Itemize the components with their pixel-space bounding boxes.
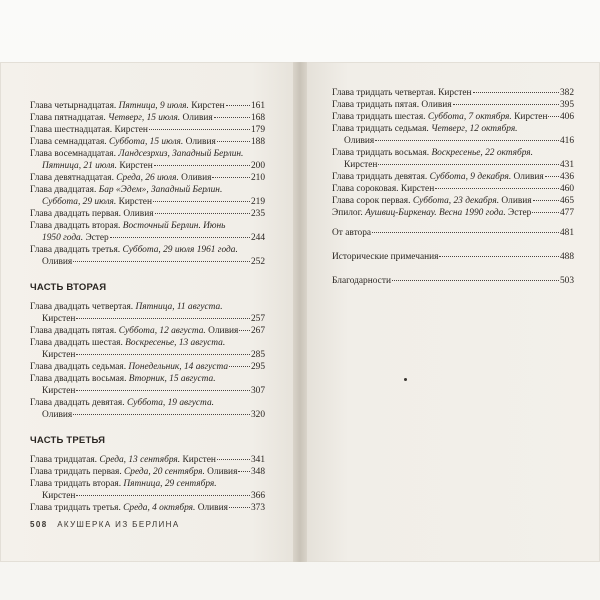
dot-leader [217, 459, 250, 460]
toc-chapters [332, 87, 574, 219]
toc-line [30, 466, 265, 478]
entry-text [332, 275, 391, 287]
entry-date: Пятница, 29 сентября. [123, 479, 217, 489]
toc-line [332, 207, 574, 219]
toc-entry [30, 172, 265, 184]
part-heading: ЧАСТЬ ВТОРАЯ [30, 282, 107, 293]
page-ref: 431 [559, 160, 574, 170]
entry-title: От автора [332, 228, 372, 238]
toc-line [30, 325, 265, 337]
toc-entry [30, 325, 265, 337]
toc-entry [30, 244, 265, 268]
entry-date: Пятница, 21 июля. [42, 161, 117, 171]
dot-leader [229, 507, 250, 508]
entry-text [332, 87, 472, 99]
toc-line [332, 123, 574, 135]
page-ref: 200 [250, 161, 265, 171]
dot-leader [73, 261, 250, 262]
toc-entry [332, 111, 574, 123]
toc-entry [30, 454, 265, 466]
dot-leader [76, 390, 250, 391]
page-ref: 179 [250, 125, 265, 135]
entry-date: Четверг, 15 июля. [108, 113, 181, 123]
dot-leader [217, 141, 250, 142]
toc-entry [30, 124, 265, 136]
toc-entry [30, 466, 265, 478]
entry-text [332, 183, 434, 195]
page-ref: 168 [250, 113, 265, 123]
entry-text [30, 502, 228, 514]
toc-line [332, 147, 574, 159]
entry-narrator: Кирстен [116, 197, 152, 207]
entry-date: Среда, 13 сентября. [99, 455, 181, 465]
dot-leader [453, 104, 559, 105]
entry-text [30, 361, 228, 373]
toc-entry [332, 275, 574, 287]
entry-title: Глава тридцать девятая. [332, 172, 430, 182]
entry-text [30, 325, 238, 337]
entry-text [42, 196, 152, 208]
toc-line [30, 124, 265, 136]
entry-text [30, 454, 216, 466]
toc-line [30, 232, 265, 244]
entry-narrator: Оливия [511, 172, 544, 182]
toc-part-three [30, 454, 265, 514]
toc-line [30, 502, 265, 514]
entry-text [332, 111, 547, 123]
toc-line [332, 183, 574, 195]
entry-text [42, 256, 72, 268]
entry-title: Кирстен [42, 350, 76, 360]
toc-entry [30, 112, 265, 124]
entry-title: Кирстен [42, 386, 76, 396]
toc-entry [30, 301, 265, 325]
entry-title: Глава двадцать третья. [30, 245, 123, 255]
toc-line [30, 409, 265, 421]
dot-leader [212, 177, 250, 178]
dot-leader [532, 212, 559, 213]
entry-text [30, 220, 225, 232]
entry-narrator: Оливия [180, 113, 213, 123]
entry-text [332, 195, 532, 207]
entry-title: Кирстен [42, 491, 76, 501]
entry-date: Суббота, 15 июля. [109, 137, 184, 147]
print-speck [404, 378, 407, 381]
entry-title: Оливия [42, 410, 73, 420]
entry-title: Глава тридцать четвертая. Кирстен [332, 88, 472, 98]
dot-leader [73, 414, 250, 415]
dot-leader [226, 105, 250, 106]
toc-entry [332, 147, 574, 171]
entry-text [30, 478, 217, 490]
entry-date: Воскресенье, 13 августа. [125, 338, 226, 348]
entry-text [42, 490, 75, 502]
dot-leader [545, 176, 559, 177]
entry-text [30, 466, 237, 478]
entry-text [30, 301, 223, 313]
toc-entry [30, 100, 265, 112]
entry-text [30, 100, 225, 112]
dot-leader [238, 471, 250, 472]
entry-title: Глава тридцать восьмая. [332, 148, 432, 158]
entry-date: Бар «Эдем», Западный Берлин. [98, 185, 223, 195]
page-ref: 295 [250, 362, 265, 372]
entry-narrator: Кирстен [117, 161, 153, 171]
entry-text [42, 349, 75, 361]
entry-title: Глава двадцатая. [30, 185, 99, 195]
entry-text [344, 159, 377, 171]
entry-narrator: Кирстен [188, 101, 225, 111]
dot-leader [153, 201, 250, 202]
entry-title: Глава тридцать третья. [30, 503, 124, 513]
page-ref: 219 [250, 197, 265, 207]
entry-date: Пятница, 11 августа. [135, 302, 223, 312]
entry-title: Глава девятнадцатая. [30, 173, 117, 183]
toc-line [30, 256, 265, 268]
page-ref: 235 [250, 209, 265, 219]
page-ref: 307 [250, 386, 265, 396]
page-ref: 161 [250, 101, 265, 111]
toc-entry [332, 195, 574, 207]
entry-date: Суббота, 19 августа. [126, 398, 214, 408]
toc-line [30, 160, 265, 172]
entry-date: Понедельник, 14 августа [128, 362, 229, 372]
entry-title: Кирстен [344, 160, 378, 170]
toc-line [332, 227, 574, 239]
entry-text [42, 385, 75, 397]
entry-title: Глава тридцать седьмая. [332, 124, 432, 134]
page-ref: 366 [250, 491, 265, 501]
entry-text [30, 244, 238, 256]
toc-entry [30, 220, 265, 244]
entry-date: Среда, 4 октября. [123, 503, 196, 513]
toc-entry [30, 478, 265, 502]
entry-title: Глава двадцать восьмая. [30, 374, 129, 384]
entry-title: Кирстен [42, 314, 76, 324]
page-ref: 382 [559, 88, 574, 98]
entry-date: Суббота, 29 июля 1961 года. [122, 245, 238, 255]
entry-narrator: Кирстен [511, 112, 548, 122]
toc-entry [30, 361, 265, 373]
toc-entry [332, 87, 574, 99]
dot-leader [76, 495, 250, 496]
entry-date: Суббота, 29 июля. [42, 197, 117, 207]
page-ref: 320 [250, 410, 265, 420]
entry-text [344, 135, 374, 147]
toc-entry [30, 148, 265, 172]
entry-title: Глава тридцать первая. [30, 467, 125, 477]
entry-title: Глава четырнадцатая. [30, 101, 119, 111]
toc-line [30, 196, 265, 208]
toc-line [30, 112, 265, 124]
toc-line [332, 99, 574, 111]
dot-leader [76, 318, 250, 319]
dot-leader [533, 200, 559, 201]
dot-leader [214, 117, 250, 118]
entry-narrator: Оливия [195, 503, 228, 513]
toc-entry [332, 171, 574, 183]
dot-leader [435, 188, 559, 189]
page-number: 508 [30, 520, 48, 529]
toc-line [30, 244, 265, 256]
entry-date: Четверг, 12 октября. [431, 124, 518, 134]
entry-narrator: Оливия [183, 137, 216, 147]
entry-title: Глава тридцатая. [30, 455, 100, 465]
page-ref: 436 [559, 172, 574, 182]
entry-text [42, 160, 153, 172]
entry-title: Глава двадцать девятая. [30, 398, 127, 408]
entry-title: Глава шестнадцатая. Кирстен [30, 125, 148, 135]
page-ref: 481 [559, 228, 574, 238]
entry-text [332, 171, 544, 183]
running-footer [30, 520, 180, 529]
page-ref: 373 [250, 503, 265, 513]
page-ref: 244 [250, 233, 265, 243]
page-ref: 416 [559, 136, 574, 146]
entry-text [30, 373, 216, 385]
entry-text [332, 123, 518, 135]
dot-leader [439, 256, 558, 257]
entry-text [332, 251, 438, 263]
toc-line [332, 275, 574, 287]
toc-entry [332, 99, 574, 111]
toc-entry [30, 184, 265, 208]
dot-leader [229, 366, 250, 367]
toc-line [332, 111, 574, 123]
toc-line [332, 171, 574, 183]
entry-date: Восточный Берлин. Июнь [122, 221, 226, 231]
toc-line [30, 361, 265, 373]
entry-narrator: Эстер [83, 233, 109, 243]
toc-line [30, 100, 265, 112]
toc-line [30, 136, 265, 148]
entry-title: Глава сорок первая. [332, 196, 413, 206]
toc-line [30, 454, 265, 466]
entry-text [332, 207, 531, 219]
entry-text [30, 124, 148, 136]
entry-title: Глава двадцать первая. Оливия [30, 209, 154, 219]
dot-leader [239, 330, 250, 331]
toc-entry [332, 207, 574, 219]
dot-leader [375, 140, 559, 141]
page-ref: 252 [250, 257, 265, 267]
page-ref: 406 [559, 112, 574, 122]
entry-date: 1950 года. [42, 233, 84, 243]
entry-narrator: Кирстен [180, 455, 216, 465]
entry-title: Оливия [42, 257, 73, 267]
running-title: АКУШЕРКА ИЗ БЕРЛИНА [57, 520, 180, 529]
entry-date: Суббота, 9 декабря. [429, 172, 512, 182]
entry-narrator: Оливия [499, 196, 532, 206]
entry-text [30, 397, 214, 409]
entry-date: Среда, 26 июля. [116, 173, 179, 183]
toc-entry [332, 183, 574, 195]
entry-narrator: Эстер [505, 208, 532, 218]
entry-title: Глава пятнадцатая. [30, 113, 109, 123]
entry-narrator: Оливия [204, 467, 238, 477]
toc-line [30, 478, 265, 490]
entry-title: Глава двадцать вторая. [30, 221, 123, 231]
toc-line [30, 490, 265, 502]
entry-title: Глава сороковая. Кирстен [332, 184, 435, 194]
entry-text [30, 112, 213, 124]
dot-leader [76, 354, 250, 355]
page-ref: 285 [250, 350, 265, 360]
dot-leader [392, 280, 559, 281]
toc-entry [332, 123, 574, 147]
toc-part-one-tail [30, 100, 265, 268]
right-toc [332, 87, 574, 299]
toc-back-matter [332, 227, 574, 287]
entry-text [30, 172, 211, 184]
dot-leader [110, 237, 250, 238]
entry-date: Суббота, 7 октября. [427, 112, 512, 122]
page-ref: 460 [559, 184, 574, 194]
toc-entry [30, 337, 265, 361]
dot-leader [372, 232, 559, 233]
toc-line [30, 385, 265, 397]
dot-leader [378, 164, 559, 165]
entry-date: Ландсезрхиз, Западный Берлин. [118, 149, 244, 159]
toc-line [30, 208, 265, 220]
entry-title: Глава тридцать вторая. [30, 479, 124, 489]
toc-line [332, 251, 574, 263]
toc-line [332, 135, 574, 147]
entry-text [332, 99, 452, 111]
dot-leader [155, 213, 250, 214]
toc-line [30, 349, 265, 361]
entry-title: Глава двадцать седьмая. [30, 362, 129, 372]
toc-line [332, 87, 574, 99]
toc-line [30, 373, 265, 385]
dot-leader [154, 165, 250, 166]
entry-text [30, 184, 222, 196]
page-ref: 503 [559, 276, 574, 286]
entry-title: Глава тридцать шестая. [332, 112, 428, 122]
toc-line [30, 301, 265, 313]
entry-text [30, 148, 243, 160]
toc-line [332, 159, 574, 171]
left-toc [30, 100, 265, 514]
toc-line [332, 195, 574, 207]
entry-date: Среда, 20 сентября. [124, 467, 205, 477]
page-ref: 188 [250, 137, 265, 147]
entry-date: Суббота, 23 декабря. [412, 196, 500, 206]
entry-text [332, 147, 533, 159]
page-ref: 257 [250, 314, 265, 324]
entry-title: Оливия [344, 136, 375, 146]
page-ref: 477 [559, 208, 574, 218]
dot-leader [473, 92, 559, 93]
toc-entry [30, 373, 265, 397]
page-ref: 267 [250, 326, 265, 336]
entry-text [30, 136, 216, 148]
book-gutter [293, 62, 307, 562]
toc-line [30, 313, 265, 325]
entry-title: Исторические примечания [332, 252, 439, 262]
toc-entry [30, 208, 265, 220]
page-ref: 395 [559, 100, 574, 110]
page-ref: 465 [559, 196, 574, 206]
toc-line [30, 148, 265, 160]
entry-text [332, 227, 371, 239]
page-ref: 210 [250, 173, 265, 183]
entry-date: Пятница, 9 июля. [118, 101, 189, 111]
page-ref: 348 [250, 467, 265, 477]
entry-text [30, 208, 154, 220]
toc-line [30, 397, 265, 409]
entry-title: Глава восемнадцатая. [30, 149, 119, 159]
part-heading: ЧАСТЬ ТРЕТЬЯ [30, 435, 106, 446]
entry-date: Воскресенье, 22 октября. [431, 148, 533, 158]
entry-text [30, 337, 225, 349]
entry-title: Глава тридцать пятая. Оливия [332, 100, 452, 110]
entry-text [42, 409, 72, 421]
entry-text [42, 313, 75, 325]
entry-date: Вторник, 15 августа. [128, 374, 216, 384]
dot-leader [149, 129, 250, 130]
toc-entry [332, 227, 574, 239]
entry-date: Аушвиц-Биркенау. Весна 1990 года. [365, 208, 506, 218]
toc-entry [332, 251, 574, 263]
toc-entry [30, 397, 265, 421]
toc-line [30, 184, 265, 196]
entry-text [42, 232, 109, 244]
entry-title: Эпилог. [332, 208, 366, 218]
entry-title: Глава двадцать пятая. [30, 326, 119, 336]
entry-title: Глава двадцать шестая. [30, 338, 126, 348]
toc-line [30, 337, 265, 349]
toc-line [30, 172, 265, 184]
toc-line [30, 220, 265, 232]
entry-title: Глава двадцать четвертая. [30, 302, 136, 312]
toc-part-two [30, 301, 265, 421]
dot-leader [548, 116, 558, 117]
entry-narrator: Оливия [178, 173, 212, 183]
entry-narrator: Оливия [205, 326, 239, 336]
toc-entry [30, 136, 265, 148]
entry-title: Благодарности [332, 276, 391, 286]
page-ref: 488 [559, 252, 574, 262]
entry-title: Глава семнадцатая. [30, 137, 109, 147]
entry-date: Суббота, 12 августа. [118, 326, 206, 336]
toc-entry [30, 502, 265, 514]
page-ref: 341 [250, 455, 265, 465]
